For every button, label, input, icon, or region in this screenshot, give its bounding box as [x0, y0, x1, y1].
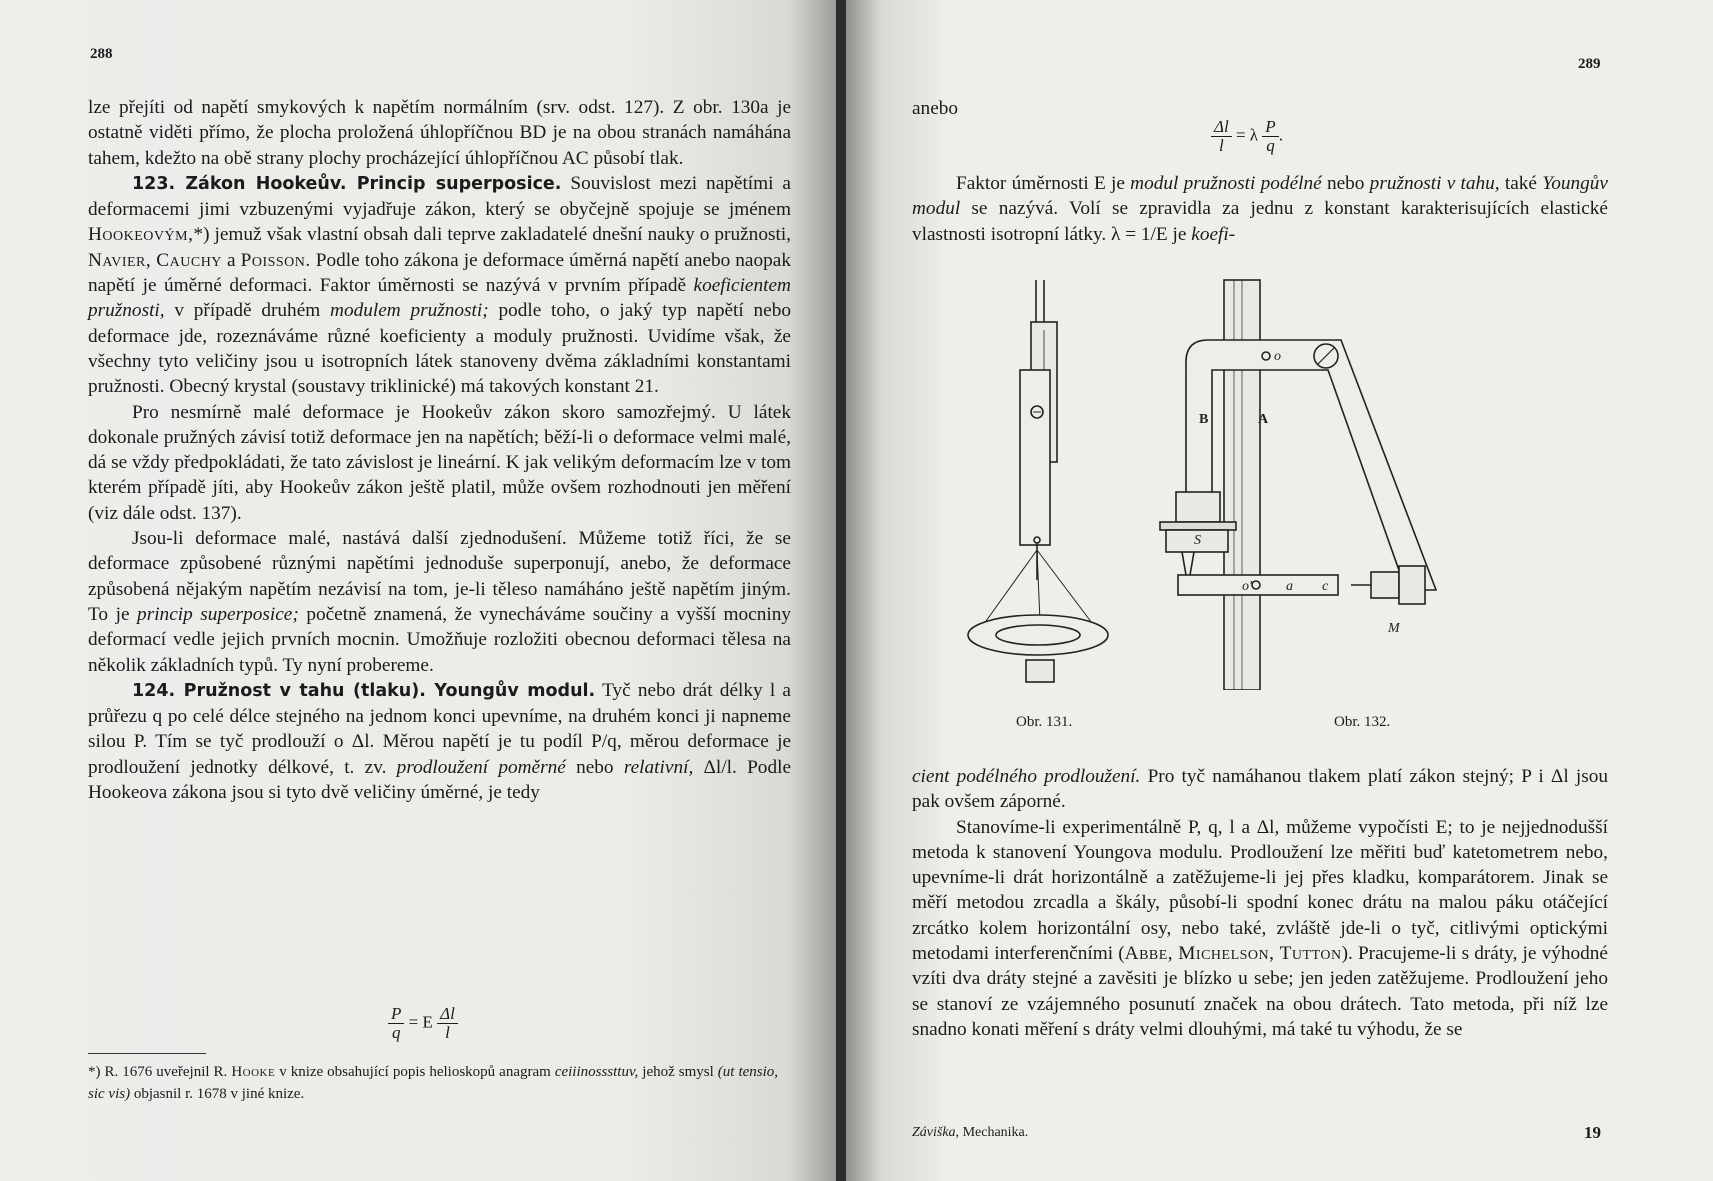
text-span: jehož smysl — [642, 1064, 714, 1080]
fraction-denominator: q — [391, 1023, 401, 1042]
right-text-block — [912, 764, 1608, 1042]
right-para-1 — [912, 171, 1608, 247]
footer-signature — [912, 1125, 1028, 1141]
paragraph-cient — [912, 764, 1608, 815]
text-span: Tyč nebo drát délky l a průřezu q po celé délce stejného na jednom konci upevníme, na druhém konci ji napneme silou P. Tím se tyč prodlouží o Δl. Měrou napětí je tu podíl P/q, měrou deformace je prodloužení jednotky délkové, t. zv. — [88, 679, 791, 778]
fraction — [437, 1005, 458, 1042]
left-text-block — [88, 95, 791, 805]
fraction-denominator: q — [1266, 136, 1275, 155]
label-b: B — [1199, 412, 1209, 427]
paragraph-4 — [88, 526, 791, 678]
weight-block — [1026, 660, 1054, 682]
signature-number: 19 — [1584, 1123, 1601, 1142]
section-124-heading: 124. Pružnost v tahu (tlaku). Youngův modul. — [132, 680, 596, 701]
text-span: *) jemuž však vlastní obsah dali teprve zakladatelé dnešní nauky o pružnosti, — [193, 224, 791, 246]
caption-131: Obr. 131. — [1016, 714, 1073, 730]
name-abbe: Abbe, — [1124, 943, 1174, 965]
fraction-numerator: P — [388, 1005, 404, 1024]
micrometer-m — [1399, 566, 1425, 604]
fraction-denominator: l — [1218, 136, 1224, 155]
text-span: ). Pracujeme-li s dráty, je výhodné vzíti dva dráty stejné a zavěsiti je blízko u sebe; jen jeden zatěžujeme. Prodloužení jeho se stanoví ze vzájemného posunutí značek na obou drátech. Tato metoda, při níž lze snadno konati měření s dráty velmi dlouhými, má také tu výhodu, že se — [912, 943, 1608, 1040]
term-koeficient-prodlouzeni: cient podélného prodloužení. — [912, 766, 1141, 787]
text-span: Jsou-li deformace malé, nastává další zjednodušení. Můžeme totiž říci, že se deformace způsobené různými napětími jednoduše superponují, anebo, že deformace způsobená nějakým napětím nezávisí na tom, je-li těleso namáháno ještě napětím jiným. To je — [88, 528, 791, 625]
text-span: a — [226, 249, 236, 271]
section-123 — [88, 171, 791, 400]
text-span: se nazývá. Volí se zpravidla za jednu z konstant karakterisujících elastické vlastnosti isotropní látky. λ = 1/E je — [912, 198, 1608, 245]
name-hooke: Hookeovým, — [88, 224, 194, 246]
text-span: nebo — [1326, 173, 1365, 194]
text-span: *) R. 1676 uveřejnil R. — [88, 1064, 228, 1080]
micrometer-body — [1371, 572, 1399, 598]
formula-operator: = E — [408, 1012, 433, 1032]
name-navier: Navier, — [88, 249, 152, 271]
caption-132: Obr. 132. — [1334, 714, 1391, 730]
page-number-right: 289 — [1578, 56, 1601, 72]
left-page — [0, 0, 838, 1181]
weight-ring-outer — [968, 615, 1108, 655]
footer-author: Záviška, — [912, 1125, 960, 1140]
fraction-denominator: l — [445, 1023, 450, 1042]
term-youngs-modulus: Youngův modul — [912, 173, 1608, 220]
footer-title: Mechanika. — [962, 1125, 1029, 1140]
page-number-left: 288 — [90, 46, 113, 62]
name-michelson: Michelson, — [1178, 943, 1275, 965]
paragraph-faktor — [912, 171, 1608, 247]
bar-oac — [1178, 575, 1338, 595]
text-span: Faktor úměrnosti E je — [956, 173, 1125, 194]
label-c: c — [1322, 579, 1329, 594]
text-span: Δl/l. Podle Hookeova zákona jsou si tyto dvě veličiny úměrné, je tedy — [88, 756, 791, 804]
text-span: početně znamená, že vynecháváme součiny a vyšší mocniny deformací vedle jejich prvních mocnin. Umožňuje rozložiti obecnou deformaci tělesa na několik základních typů. Ty nyní probereme. — [88, 603, 792, 676]
fraction — [388, 1005, 404, 1042]
name-poisson: Poisson. — [240, 249, 311, 271]
point-tip — [1182, 552, 1186, 575]
text-span: v případě druhém — [174, 300, 321, 322]
section-123-heading: 123. Zákon Hookeův. Princip superposice. — [132, 173, 562, 194]
fraction-numerator: Δl — [1211, 118, 1232, 137]
label-o: o — [1274, 349, 1281, 364]
section-124 — [88, 678, 791, 805]
anebo-word: anebo — [912, 98, 959, 119]
formula-young — [1211, 118, 1283, 155]
label-oprime: o' — [1242, 579, 1252, 594]
formula-tail: . — [1278, 125, 1283, 145]
term-koefi: koefi- — [1191, 223, 1236, 245]
text-span: v knize obsahující popis helioskopů anagram — [279, 1064, 551, 1080]
figure-apparatus — [916, 270, 1616, 690]
formula-hooke — [388, 1005, 458, 1042]
term-modul-podelne: modul pružnosti podélné — [1130, 173, 1322, 194]
paragraph-experiment — [912, 815, 1608, 1043]
term-prodlouzeni: prodloužení poměrné — [396, 756, 566, 778]
fraction-numerator: Δl — [437, 1005, 458, 1024]
label-s: S — [1194, 533, 1201, 548]
text-span: objasnil r. 1678 v jiné knize. — [133, 1086, 305, 1102]
text-span: Stanovíme-li experimentálně P, q, l a Δl, můžeme vypočísti E; to je nejjednodušší metoda k stanovení Youngova modulu. Prodloužení lze měřiti buď katetometrem nebo, upevníme-li drát horizontálně a zatěžujeme-li jej přes kladku, komparátorem. Jinak se měří metodou zrcadla a škály, působí-li spodní konec drátu na malou páku otáčející zrcátko kolem horizontální osy, nebo také, zvláště jde-li o tyč, citlivými optickými metodami interferenčními ( — [912, 816, 1608, 965]
label-m: M — [1388, 621, 1400, 636]
name-cauchy: Cauchy — [156, 249, 222, 271]
right-page — [846, 0, 1713, 1181]
footnote-rule — [88, 1053, 206, 1054]
name-hooke-footnote: Hooke — [231, 1064, 276, 1080]
term-relativni: relativní, — [623, 756, 694, 778]
point-tip — [1190, 552, 1194, 575]
anagram-meaning: (ut tensio, sic vis) — [88, 1064, 779, 1102]
text-span: Pro tyč namáhanou tlakem platí zákon stejný; P i Δl jsou pak ovšem záporné. — [912, 766, 1609, 813]
paragraph-1: lze přejíti od napětí smykových k napětím normálním (srv. odst. 127). Z obr. 130a je ostatně viděti přímo, že plocha proložená úhlopříčnou BD je na obou stranách namáhána tahem, kdežto na obě strany plochy procházející úhlopříčnou AC působí tlak. — [88, 97, 791, 169]
anagram: ceiiinosssttuv, — [554, 1064, 639, 1080]
sleeve-s — [1176, 492, 1220, 522]
text-span: také — [1504, 173, 1537, 194]
text-span: nebo — [576, 756, 614, 778]
paragraph-3: Pro nesmírně malé deformace je Hookeův zákon skoro samozřejmý. U látek dokonale pružných závisí totiž deformace jen na napětích; běží-li o deformace velmi malé, dá se vždy předpokládati, že tato závislost je lineární. K jak velikým deformacím lze v tom kterém případě jíti, aby Hookeův zákon ještě platil, může ovšem rozhodnouti jen měření (viz dále odst. 137). — [88, 401, 791, 524]
label-a-column: A — [1258, 412, 1269, 427]
footnote — [88, 1061, 778, 1105]
fraction — [1211, 118, 1232, 155]
sliding-frame — [1020, 370, 1050, 545]
label-a-bar: a — [1286, 579, 1293, 594]
fraction-numerator: P — [1262, 118, 1278, 137]
term-princip: princip superposice; — [137, 603, 299, 625]
text-span: Podle toho zákona je deformace úměrná napětí anebo naopak napětí je úměrné deformaci. Faktor úměrnosti se nazývá v prvním případě — [88, 249, 791, 297]
disc-top — [1160, 522, 1236, 530]
term-modul: modulem pružnosti; — [330, 300, 489, 322]
term-pruznost-tahu: pružnosti v tahu, — [1369, 173, 1500, 194]
figure-131 — [968, 280, 1108, 682]
fraction — [1262, 118, 1278, 155]
name-tutton: Tutton — [1279, 943, 1342, 965]
term-koeficient: koeficientem pružnosti, — [88, 275, 791, 322]
text-span: Souvislost mezi napětími a deformacemi jimi vzbuzenými vyjadřuje zákon, který se obyčejně spojuje se jménem — [88, 172, 791, 221]
text-span: podle toho, o jaký typ napětí nebo deformace jde, rozeznáváme různé koeficienty a moduly pružnosti. Uvidíme však, že všechny tyto veličiny jsou u isotropních látek stanoveny dvěma základními konstantami pružnosti. Obecný krystal (soustavy triklinické) má takových konstant 21. — [88, 300, 791, 398]
formula-operator: = λ — [1235, 125, 1259, 145]
